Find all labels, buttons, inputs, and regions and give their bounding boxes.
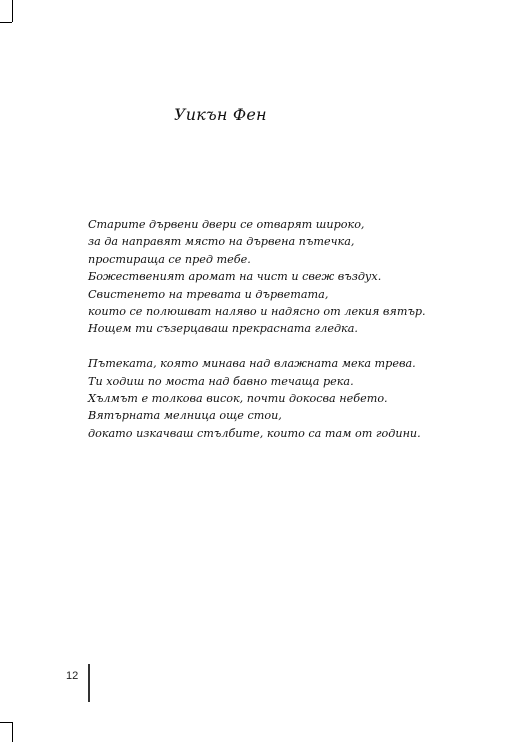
page-number: 12 [66, 670, 79, 682]
poem-line: Вятърната мелница още стои, [88, 409, 282, 423]
poem-line: Пътеката, която минава над влажната мека трева. [88, 357, 416, 371]
page-number-divider [88, 664, 90, 702]
poem-line: Ти ходиш по моста над бавно течаща река. [88, 374, 354, 388]
stanza-2 [88, 355, 508, 442]
poem-line: Хълмът е толкова висок, почти докосва небето. [88, 392, 388, 406]
crop-mark-bottom-left-vertical [12, 722, 13, 742]
poem-title: Уикън Фен [174, 105, 267, 124]
poem-line: Божественият аромат на чист и свеж въздух. [88, 270, 382, 284]
poem-line: Старите дървени двери се отварят широко, [88, 218, 365, 231]
crop-mark-bottom-left-horizontal [0, 722, 12, 723]
poem-line: Свистенето на тревата и дърветата, [88, 287, 329, 301]
stanza-1 [88, 216, 508, 338]
crop-mark-top-left-vertical [12, 0, 13, 22]
poem-line: докато изкачваш стълбите, които са там от години. [88, 426, 421, 440]
poem-line: Нощем ти съзерцаваш прекрасната гледка. [88, 322, 358, 336]
poem-line: простираща се пред тебе. [88, 252, 251, 266]
poem-body [88, 216, 508, 460]
crop-mark-top-left-horizontal [0, 22, 12, 23]
poem-line: които се полюшват наляво и надясно от лекия вятър. [88, 305, 426, 319]
poem-line: за да направят място на дървена пътечка, [88, 235, 355, 249]
